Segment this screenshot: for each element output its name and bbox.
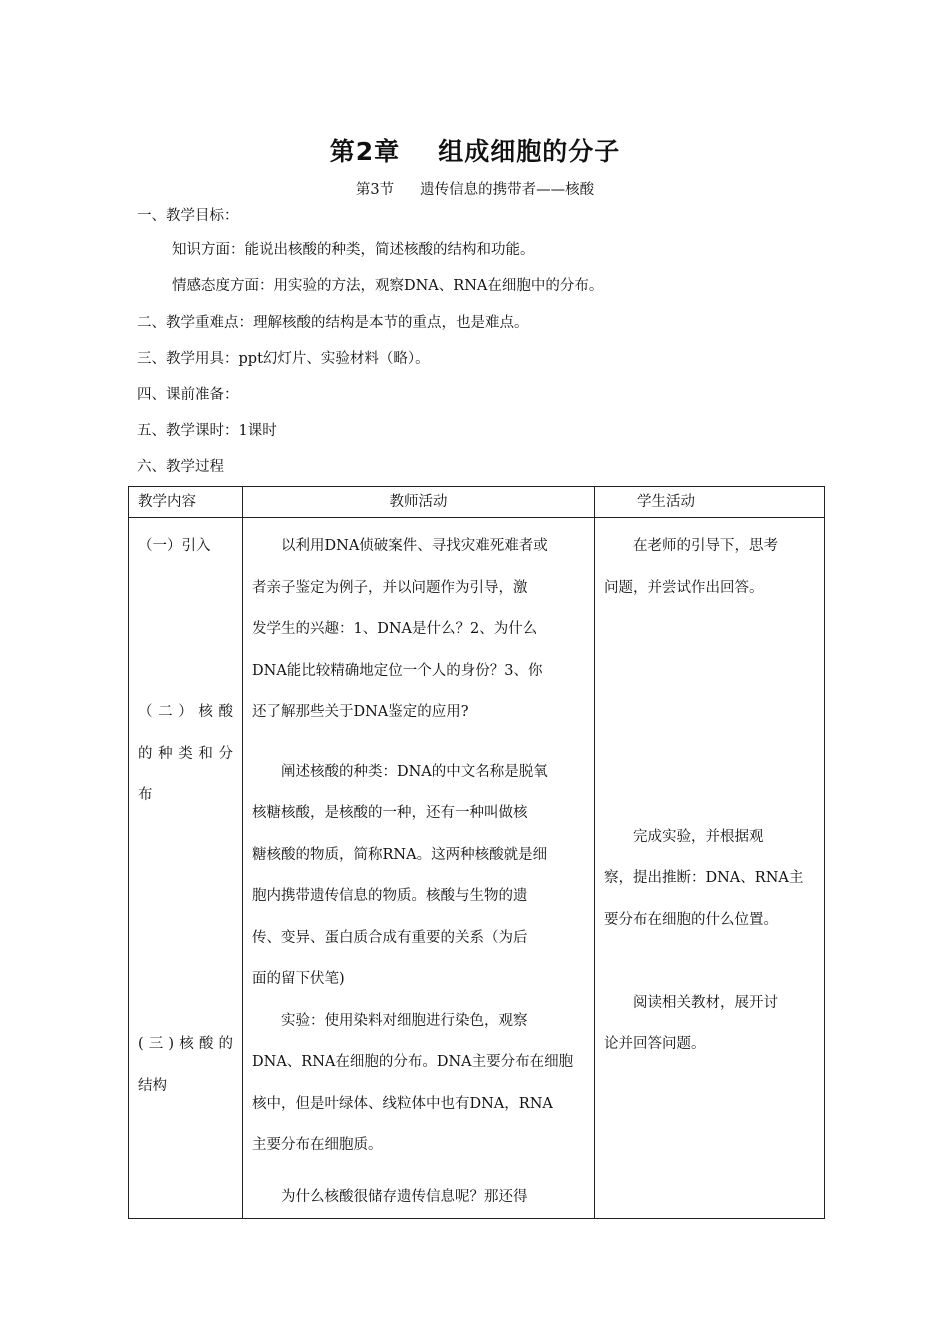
student-s1-line1: 在老师的引导下，思考 (633, 538, 778, 554)
goals-heading: 一、教学目标： (137, 208, 239, 224)
student-s2-line2: 察，提出推断：DNA、RNA主 (604, 870, 804, 886)
teacher-p3-line2: DNA、RNA在细胞的分布。DNA主要分布在细胞 (252, 1054, 574, 1070)
teacher-p1-line4: DNA能比较精确地定位一个人的身份？3、你 (252, 662, 543, 679)
teacher-p1-line2: 者亲子鉴定为例子，并以问题作为引导，激 (252, 579, 528, 596)
teaching-process-table (128, 486, 825, 1219)
teacher-column (243, 518, 595, 1219)
table-body-row (129, 518, 825, 1219)
header-content-cell (129, 487, 243, 518)
teacher-p2-line1: 阐述核酸的种类：DNA的中文名称是脱氧 (281, 763, 548, 780)
key-points: 二、教学重难点：理解核酸的结构是本节的重点，也是难点。 (137, 315, 529, 331)
teacher-p2-line3: 糖核酸的物质，简称RNA。这两种核酸就是细 (252, 846, 548, 863)
teacher-p2-line6: 面的留下伏笔) (252, 971, 345, 987)
teacher-p1-line3: 发学生的兴趣：1、DNA是什么？2、为什么 (252, 621, 538, 637)
knowledge-goal: 知识方面：能说出核酸的种类，简述核酸的结构和功能。 (172, 242, 535, 258)
teacher-p1-line1: 以利用DNA侦破案件、寻找灾难死难者或 (281, 538, 548, 554)
section-number: 第3节 (355, 182, 395, 198)
table-header-row (129, 487, 825, 518)
content-column (129, 518, 243, 1219)
teacher-p3-line1: 实验：使用染料对细胞进行染色，观察 (281, 1012, 528, 1029)
header-content: 教学内容 (138, 494, 196, 510)
chapter-title (0, 132, 950, 168)
header-teacher: 教师活动 (389, 494, 448, 510)
content-types-line2: 的种类和分 (138, 745, 233, 762)
content-structure-line1: (三)核酸的 (138, 1036, 233, 1052)
teacher-p2-line2: 核糖核酸，是核酸的一种，还有一种叫做核 (252, 805, 528, 821)
teacher-p3-line4: 主要分布在细胞质。 (252, 1137, 383, 1153)
section-name: 遗传信息的携带者——核酸 (420, 182, 595, 198)
student-column (595, 518, 825, 1219)
chapter-number: 第2章 (329, 137, 401, 166)
teacher-p3-line3: 核中，但是叶绿体、线粒体中也有DNA，RNA (252, 1095, 553, 1112)
student-s3-line2: 论并回答问题。 (604, 1036, 706, 1052)
teacher-p4-line1: 为什么核酸很储存遗传信息呢？那还得 (281, 1188, 528, 1205)
content-types-line1: （二）核酸 (138, 704, 233, 720)
student-s2-line3: 要分布在细胞的什么位置。 (604, 911, 778, 928)
content-intro: （一）引入 (138, 538, 211, 554)
teacher-p1-line5: 还了解那些关于DNA鉴定的应用? (252, 704, 469, 720)
student-s3-line1: 阅读相关教材，展开讨 (633, 994, 778, 1011)
student-s2-line1: 完成实验，并根据观 (633, 828, 764, 845)
chapter-name: 组成细胞的分子 (438, 137, 621, 166)
content-structure-line2: 结构 (138, 1077, 167, 1094)
teacher-p2-line4: 胞内携带遗传信息的物质。核酸与生物的遗 (252, 888, 528, 904)
teaching-process-heading: 六、教学过程 (137, 459, 224, 475)
header-student-cell (595, 487, 825, 518)
attitude-goal: 情感态度方面：用实验的方法，观察DNA、RNA在细胞中的分布。 (172, 278, 604, 294)
section-title (0, 178, 950, 199)
teacher-p2-line5: 传、变异、蛋白质合成有重要的关系（为后 (252, 929, 528, 946)
content-types-line3: 布 (138, 787, 153, 803)
header-student: 学生活动 (637, 494, 695, 510)
teaching-tools: 三、教学用具：ppt幻灯片、实验材料（略）。 (137, 351, 430, 367)
student-s1-line2: 问题，并尝试作出回答。 (604, 579, 764, 596)
class-hours: 五、教学课时：1课时 (137, 423, 277, 439)
class-preparation: 四、课前准备： (137, 387, 239, 403)
header-teacher-cell (243, 487, 595, 518)
